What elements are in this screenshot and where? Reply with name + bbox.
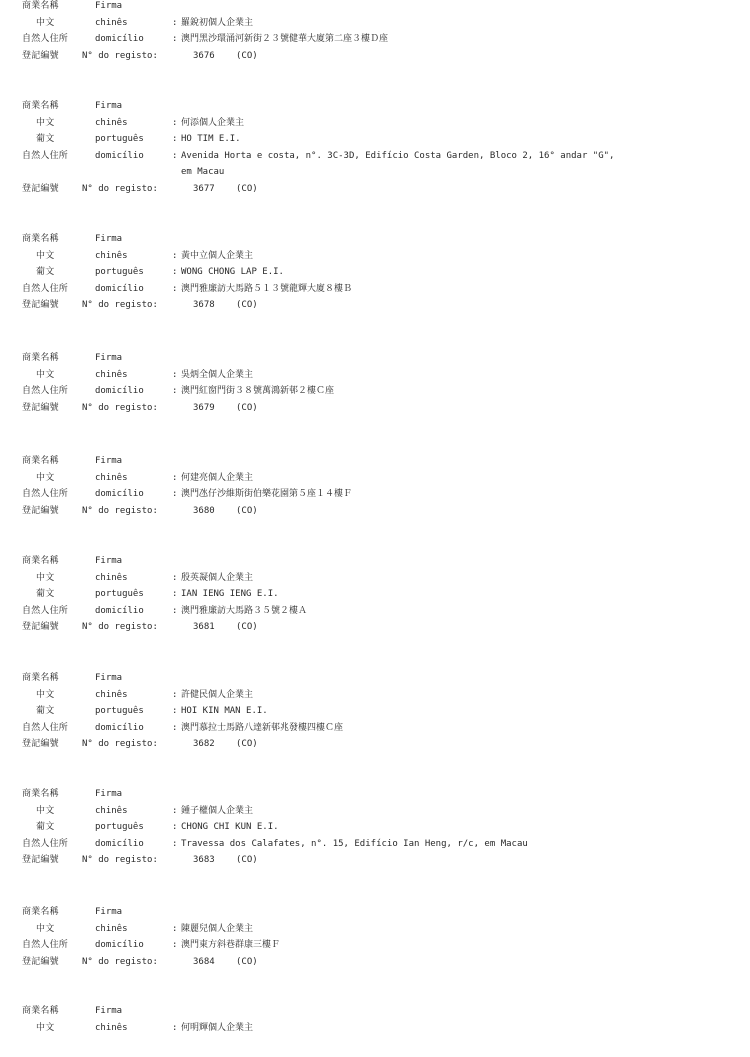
domicile-value: 澳門慕拉士馬路八達新邨兆發樓四樓Ｃ座 — [181, 722, 344, 733]
colon: : — [172, 689, 178, 700]
chinese-name-value: 羅銳初個人企業主 — [181, 17, 254, 28]
register-label-zh: 登記編號 — [22, 300, 59, 310]
register-number-value: 3681 — [193, 622, 215, 632]
business-name-label-zh: 商業名稱 — [22, 456, 59, 466]
domicile-label-zh: 自然人住所 — [22, 838, 69, 849]
register-label-zh: 登記編號 — [22, 956, 59, 967]
register-number-value: 3683 — [193, 855, 215, 865]
business-name-label-pt: Firma — [95, 353, 123, 363]
business-name-label-zh: 商業名稱 — [22, 101, 59, 111]
domicile-value: Avenida Horta e costa, n°. 3C-3D, Edifício Costa Garden, Bloco 2, 16° andar "G", — [181, 150, 615, 161]
chinese-name-value: 吳炳全個人企業主 — [181, 369, 254, 380]
chinese-label-zh: 中文 — [36, 1022, 55, 1033]
colon: : — [172, 369, 178, 380]
domicile-value: 澳門雅廉訪大馬路５１３號龍輝大廈８樓Ｂ — [181, 283, 353, 294]
register-label-zh: 登記編號 — [22, 855, 59, 865]
domicile-value: 澳門東方斜巷群康三樓Ｆ — [181, 940, 281, 950]
domicile-value-continued: em Macau — [181, 167, 225, 177]
portuguese-name-value: WONG CHONG LAP E.I. — [181, 267, 284, 277]
portuguese-label-zh: 葡文 — [36, 267, 55, 277]
register-number-value: 3679 — [193, 402, 215, 413]
colon: : — [172, 34, 178, 44]
register-label-pt: N° do registo: — [82, 183, 158, 194]
domicile-label-zh: 自然人住所 — [22, 722, 69, 733]
chinese-label-pt: chinês — [95, 805, 128, 816]
register-label-zh: 登記編號 — [22, 739, 59, 749]
register-type-value: (CO) — [236, 739, 258, 749]
portuguese-label-pt: português — [95, 589, 144, 599]
domicile-label-zh: 自然人住所 — [22, 605, 69, 616]
domicile-label-pt: domicílio — [95, 722, 144, 733]
domicile-label-pt: domicílio — [95, 940, 144, 950]
domicile-label-pt: domicílio — [95, 34, 144, 44]
portuguese-name-value: HO TIM E.I. — [181, 134, 241, 144]
chinese-label-pt: chinês — [95, 1022, 128, 1033]
portuguese-label-pt: português — [95, 706, 144, 716]
colon: : — [172, 283, 178, 294]
domicile-label-pt: domicílio — [95, 489, 144, 499]
business-name-label-zh: 商業名稱 — [22, 673, 59, 683]
chinese-name-value: 許健民個人企業主 — [181, 689, 254, 700]
portuguese-label-zh: 葡文 — [36, 822, 55, 832]
colon: : — [172, 838, 178, 849]
colon: : — [172, 822, 178, 832]
domicile-value: 澳門雅廉訪大馬路３５號２樓Ａ — [181, 605, 308, 616]
colon: : — [172, 722, 178, 733]
register-label-zh: 登記編號 — [22, 50, 59, 61]
chinese-label-pt: chinês — [95, 250, 128, 261]
chinese-label-pt: chinês — [95, 472, 128, 483]
colon: : — [172, 589, 178, 599]
chinese-name-value: 黃中立個人企業主 — [181, 250, 254, 261]
chinese-name-value: 殷英凝個人企業主 — [181, 572, 254, 583]
register-number-value: 3682 — [193, 739, 215, 749]
chinese-name-value: 何添個人企業主 — [181, 117, 245, 128]
chinese-label-zh: 中文 — [36, 689, 55, 700]
domicile-label-zh: 自然人住所 — [22, 489, 69, 499]
chinese-name-value: 何建亮個人企業主 — [181, 472, 254, 483]
register-number-value: 3677 — [193, 183, 215, 194]
register-number-value: 3676 — [193, 50, 215, 61]
domicile-value: 澳門黑沙環涌河新街２３號健華大廈第二座３樓Ｄ座 — [181, 34, 389, 44]
domicile-label-pt: domicílio — [95, 838, 144, 849]
register-number-value: 3680 — [193, 505, 215, 516]
colon: : — [172, 17, 178, 28]
register-label-pt: N° do registo: — [82, 402, 158, 413]
chinese-label-zh: 中文 — [36, 472, 55, 483]
portuguese-label-pt: português — [95, 134, 144, 144]
portuguese-name-value: HOI KIN MAN E.I. — [181, 706, 268, 716]
portuguese-label-zh: 葡文 — [36, 706, 55, 716]
register-type-value: (CO) — [236, 50, 258, 61]
register-label-zh: 登記編號 — [22, 622, 59, 632]
colon: : — [172, 117, 178, 128]
chinese-name-value: 鍾子權個人企業主 — [181, 805, 254, 816]
register-type-value: (CO) — [236, 505, 258, 516]
register-label-zh: 登記編號 — [22, 402, 59, 413]
colon: : — [172, 472, 178, 483]
register-label-pt: N° do registo: — [82, 956, 158, 967]
colon: : — [172, 386, 178, 396]
chinese-label-zh: 中文 — [36, 369, 55, 380]
domicile-label-zh: 自然人住所 — [22, 940, 69, 950]
business-name-label-pt: Firma — [95, 1, 123, 11]
business-name-label-pt: Firma — [95, 556, 123, 566]
chinese-label-zh: 中文 — [36, 572, 55, 583]
register-type-value: (CO) — [236, 622, 258, 632]
chinese-name-value: 陳麗兒個人企業主 — [181, 923, 254, 934]
business-name-label-zh: 商業名稱 — [22, 907, 59, 917]
chinese-name-value: 何明輝個人企業主 — [181, 1022, 254, 1033]
colon: : — [172, 250, 178, 261]
register-label-pt: N° do registo: — [82, 50, 158, 61]
business-name-label-zh: 商業名稱 — [22, 353, 59, 363]
colon: : — [172, 489, 178, 499]
colon: : — [172, 923, 178, 934]
domicile-label-zh: 自然人住所 — [22, 34, 69, 44]
chinese-label-zh: 中文 — [36, 250, 55, 261]
portuguese-name-value: IAN IENG IENG E.I. — [181, 589, 279, 599]
domicile-label-zh: 自然人住所 — [22, 283, 69, 294]
chinese-label-zh: 中文 — [36, 805, 55, 816]
portuguese-name-value: CHONG CHI KUN E.I. — [181, 822, 279, 832]
register-label-pt: N° do registo: — [82, 739, 158, 749]
domicile-label-pt: domicílio — [95, 283, 144, 294]
register-type-value: (CO) — [236, 402, 258, 413]
register-label-pt: N° do registo: — [82, 622, 158, 632]
domicile-label-pt: domicílio — [95, 605, 144, 616]
register-type-value: (CO) — [236, 956, 258, 967]
register-number-value: 3684 — [193, 956, 215, 967]
business-name-label-pt: Firma — [95, 234, 123, 244]
register-type-value: (CO) — [236, 300, 258, 310]
chinese-label-pt: chinês — [95, 369, 128, 380]
register-label-zh: 登記編號 — [22, 505, 59, 516]
chinese-label-zh: 中文 — [36, 117, 55, 128]
colon: : — [172, 940, 178, 950]
register-label-zh: 登記編號 — [22, 183, 59, 194]
colon: : — [172, 150, 178, 161]
business-name-label-pt: Firma — [95, 456, 123, 466]
business-name-label-zh: 商業名稱 — [22, 556, 59, 566]
business-name-label-pt: Firma — [95, 907, 123, 917]
portuguese-label-zh: 葡文 — [36, 589, 55, 599]
business-name-label-zh: 商業名稱 — [22, 234, 59, 244]
business-name-label-pt: Firma — [95, 673, 123, 683]
domicile-label-zh: 自然人住所 — [22, 150, 69, 161]
chinese-label-zh: 中文 — [36, 923, 55, 934]
colon: : — [172, 605, 178, 616]
domicile-label-pt: domicílio — [95, 150, 144, 161]
domicile-label-pt: domicílio — [95, 386, 144, 396]
business-name-label-pt: Firma — [95, 789, 123, 799]
portuguese-label-pt: português — [95, 822, 144, 832]
chinese-label-pt: chinês — [95, 923, 128, 934]
register-type-value: (CO) — [236, 183, 258, 194]
business-name-label-pt: Firma — [95, 1006, 123, 1016]
portuguese-label-zh: 葡文 — [36, 134, 55, 144]
chinese-label-pt: chinês — [95, 572, 128, 583]
colon: : — [172, 805, 178, 816]
colon: : — [172, 267, 178, 277]
portuguese-label-pt: português — [95, 267, 144, 277]
chinese-label-pt: chinês — [95, 17, 128, 28]
domicile-value: Travessa dos Calafates, n°. 15, Edifício Ian Heng, r/c, em Macau — [181, 838, 528, 849]
register-type-value: (CO) — [236, 855, 258, 865]
chinese-label-pt: chinês — [95, 117, 128, 128]
business-name-label-zh: 商業名稱 — [22, 1, 59, 11]
register-label-pt: N° do registo: — [82, 300, 158, 310]
register-number-value: 3678 — [193, 300, 215, 310]
colon: : — [172, 572, 178, 583]
chinese-label-zh: 中文 — [36, 17, 55, 28]
business-name-label-zh: 商業名稱 — [22, 789, 59, 799]
domicile-value: 澳門氹仔沙維斯街伯樂花園第５座１４樓Ｆ — [181, 489, 353, 499]
domicile-label-zh: 自然人住所 — [22, 386, 69, 396]
chinese-label-pt: chinês — [95, 689, 128, 700]
colon: : — [172, 706, 178, 716]
register-label-pt: N° do registo: — [82, 855, 158, 865]
business-name-label-pt: Firma — [95, 101, 123, 111]
colon: : — [172, 134, 178, 144]
business-name-label-zh: 商業名稱 — [22, 1006, 59, 1016]
colon: : — [172, 1022, 178, 1033]
register-label-pt: N° do registo: — [82, 505, 158, 516]
domicile-value: 澳門紅窗門街３８號萬鴻新邨２樓Ｃ座 — [181, 386, 335, 396]
